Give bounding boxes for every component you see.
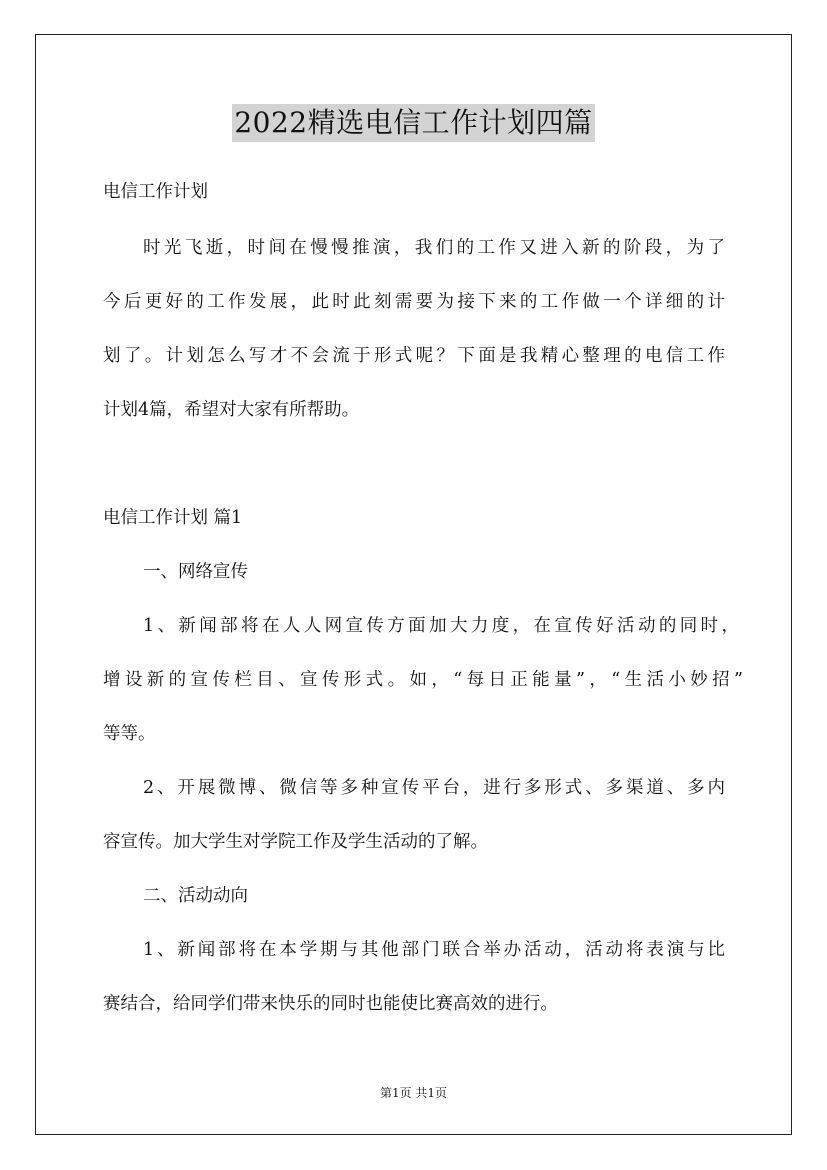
section-heading: 电信工作计划 篇1 — [103, 508, 243, 528]
document-title: 2022精选电信工作计划四篇 — [232, 104, 594, 142]
paragraph-line: 1、新闻部将在人人网宣传方面加大力度，在宣传好活动的同时， — [143, 616, 739, 636]
page-footer: 第1页 共1页 — [379, 1086, 448, 1100]
intro-heading: 电信工作计划 — [103, 182, 208, 202]
subsection-heading: 一、网络宣传 — [143, 562, 248, 582]
paragraph-line: 1、新闻部将在本学期与其他部门联合举办活动，活动将表演与比 — [143, 940, 725, 960]
document-title-block — [0, 104, 827, 142]
paragraph-line: 今后更好的工作发展，此时此刻需要为接下来的工作做一个详细的计 — [103, 292, 725, 312]
subsection-heading: 二、活动动向 — [143, 886, 248, 906]
paragraph-line: 计划4篇，希望对大家有所帮助。 — [103, 400, 360, 420]
paragraph-line: 赛结合，给同学们带来快乐的同时也能使比赛高效的进行。 — [103, 994, 558, 1014]
paragraph-line: 等等。 — [103, 724, 156, 744]
paragraph-line: 容宣传。加大学生对学院工作及学生活动的了解。 — [103, 832, 488, 852]
paragraph-line: 时光飞逝，时间在慢慢推演，我们的工作又进入新的阶段，为了 — [143, 238, 725, 258]
paragraph-line: 增设新的宣传栏目、宣传形式。如，“每日正能量”，“生活小妙招” — [103, 670, 743, 690]
paragraph-line: 划了。计划怎么写才不会流于形式呢？下面是我精心整理的电信工作 — [103, 346, 725, 366]
paragraph-line: 2、开展微博、微信等多种宣传平台，进行多形式、多渠道、多内 — [143, 778, 725, 798]
